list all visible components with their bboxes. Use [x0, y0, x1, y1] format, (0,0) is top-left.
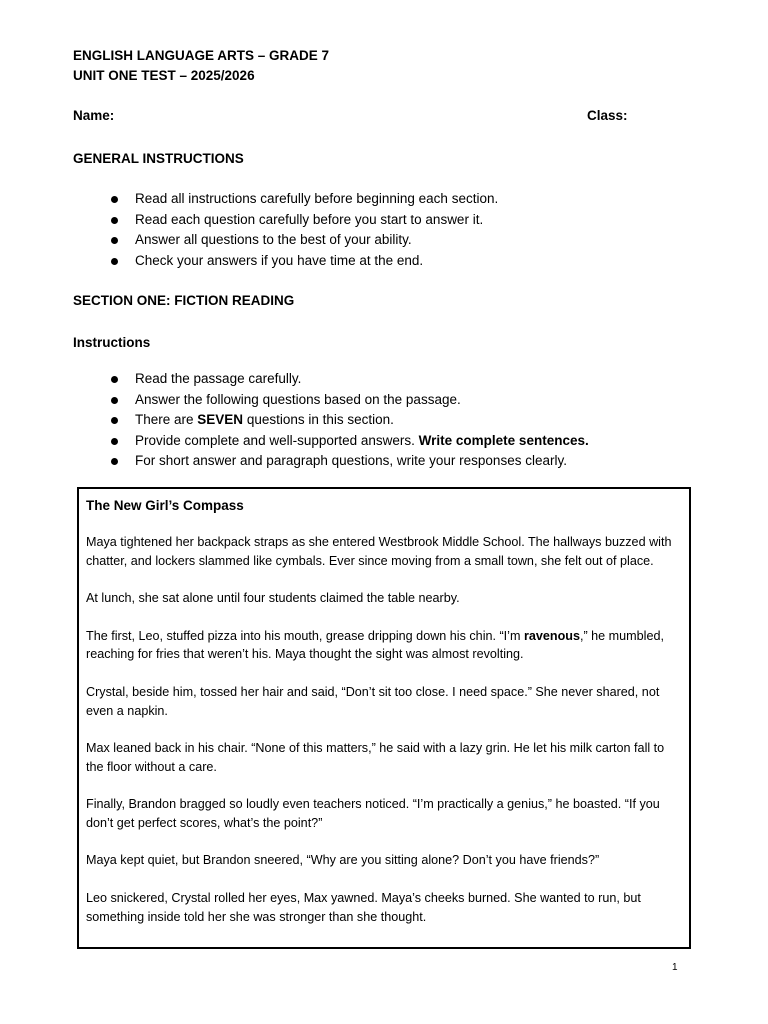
- instructions-heading: Instructions: [73, 335, 151, 350]
- passage-paragraph: Finally, Brandon bragged so loudly even teachers noticed. “I’m practically a genius,” he boasted. “If you don’t get perfect scores, what’s the point?”: [86, 797, 660, 830]
- passage-paragraph: Crystal, beside him, tossed her hair and said, “Don’t sit too close. I need space.” She never shared, not even a napkin.: [86, 684, 660, 718]
- bullet-icon: [111, 237, 118, 244]
- passage-paragraph: Max leaned back in his chair. “None of this matters,” he said with a lazy grin. He let his milk carton fall to the floor without a care.: [86, 740, 665, 774]
- list-item: For short answer and paragraph questions, write your responses clearly.: [108, 451, 589, 472]
- passage-paragraph: Leo snickered, Crystal rolled her eyes, Max yawned. Maya’s cheeks burned. She wanted to run, but something inside told her she was stronger than she thought.: [86, 890, 641, 924]
- passage-paragraph: The first, Leo, stuffed pizza into his mouth, grease dripping down his chin. “I’m ravenous,” he mumbled, reaching for fries that weren’t his. Maya thought the sight was almost revolting.: [86, 628, 664, 662]
- bullet-icon: [111, 258, 118, 265]
- test-title: UNIT ONE TEST – 2025/2026: [73, 68, 255, 83]
- list-item: Answer all questions to the best of your ability.: [108, 230, 498, 251]
- list-item: Answer the following questions based on the passage.: [108, 390, 589, 411]
- passage-paragraph: At lunch, she sat alone until four students claimed the table nearby.: [86, 591, 460, 606]
- passage-paragraph: Maya kept quiet, but Brandon sneered, “Why are you sitting alone? Don’t you have friends?”: [86, 853, 600, 868]
- list-item: Check your answers if you have time at the end.: [108, 251, 498, 272]
- list-item: Read the passage carefully.: [108, 369, 589, 390]
- bullet-icon: [111, 376, 118, 383]
- passage-title: The New Girl’s Compass: [86, 498, 244, 513]
- vocabulary-word: ravenous: [523, 628, 580, 643]
- bullet-icon: [111, 397, 118, 404]
- reading-passage-box: [77, 487, 691, 949]
- name-field-label: Name:: [73, 108, 115, 123]
- bullet-icon: [111, 217, 118, 224]
- question-count: SEVEN: [197, 412, 244, 427]
- section-one-instructions-list: [108, 369, 589, 472]
- bullet-icon: [111, 417, 118, 424]
- complete-sentences-emphasis: Write complete sentences.: [418, 432, 589, 448]
- passage-paragraph: Maya tightened her backpack straps as she entered Westbrook Middle School. The hallways buzzed with chatter, and lockers slammed like cymbals. Ever since moving from a small town, she felt out of place.: [86, 535, 672, 568]
- general-instructions-list: [108, 189, 498, 271]
- page-number: 1: [672, 962, 678, 973]
- class-field-label: Class:: [587, 108, 628, 123]
- bullet-icon: [111, 196, 118, 203]
- course-title: ENGLISH LANGUAGE ARTS – GRADE 7: [73, 48, 330, 63]
- bullet-icon: [111, 438, 118, 445]
- list-item: Provide complete and well-supported answers. Write complete sentences.: [108, 431, 589, 452]
- section-one-heading: SECTION ONE: FICTION READING: [73, 293, 295, 308]
- list-item: Read each question carefully before you start to answer it.: [108, 210, 498, 231]
- bullet-icon: [111, 458, 118, 465]
- list-item: Read all instructions carefully before beginning each section.: [108, 189, 498, 210]
- list-item: There are SEVEN questions in this section.: [108, 410, 589, 431]
- general-instructions-heading: GENERAL INSTRUCTIONS: [73, 151, 244, 166]
